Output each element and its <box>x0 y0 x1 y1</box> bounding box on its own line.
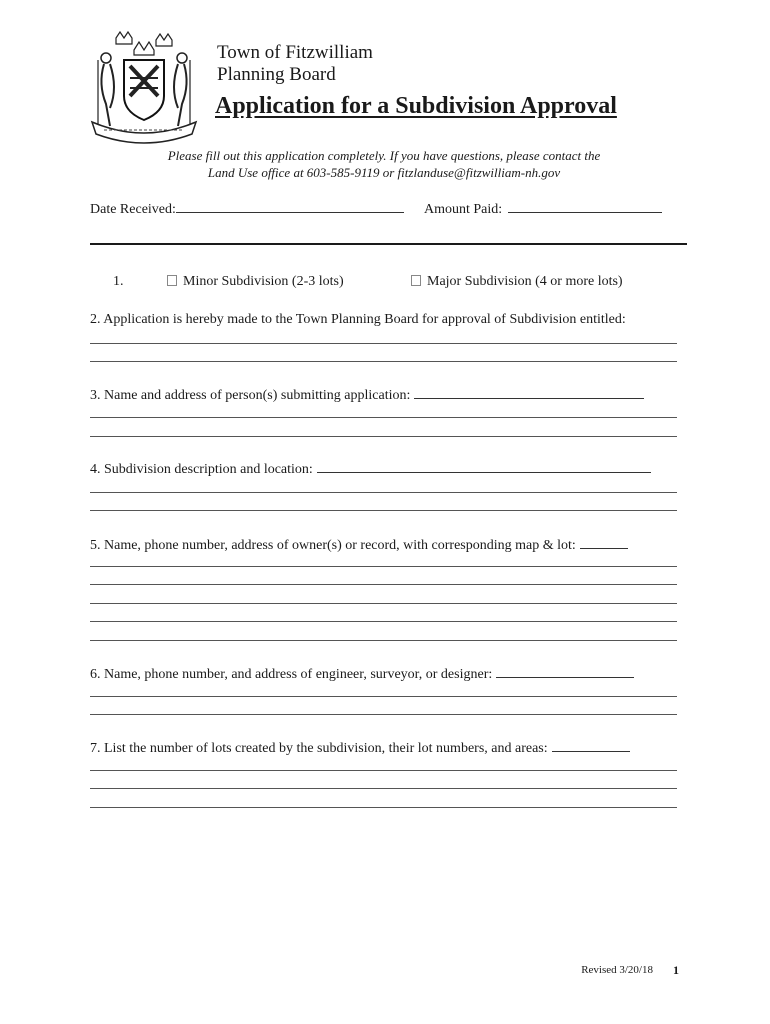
revision-date: Revised 3/20/18 <box>581 964 653 976</box>
q4-label: 4. Subdivision description and location: <box>90 462 313 477</box>
form-title: Application for a Subdivision Approval <box>215 93 617 119</box>
q3-label: 3. Name and address of person(s) submitting application: <box>90 388 411 403</box>
coat-of-arms-icon <box>90 30 198 148</box>
major-subdivision-label: Major Subdivision (4 or more lots) <box>427 274 623 289</box>
q4-answer-line[interactable] <box>90 510 677 511</box>
q4-answer-field[interactable] <box>317 459 651 473</box>
page-number: 1 <box>673 963 679 977</box>
q3-row <box>90 385 644 405</box>
minor-subdivision-checkbox[interactable] <box>167 275 177 286</box>
major-subdivision-checkbox[interactable] <box>411 275 421 286</box>
header-divider <box>90 243 687 245</box>
date-received-field[interactable] <box>176 199 404 213</box>
q6-row <box>90 664 634 684</box>
q2-label: 2. Application is hereby made to the Town Planning Board for approval of Subdivision entitled: <box>90 312 626 327</box>
q5-answer-line[interactable] <box>90 584 677 585</box>
town-name: Town of Fitzwilliam <box>217 42 373 63</box>
q6-answer-field[interactable] <box>496 664 634 678</box>
q5-answer-line[interactable] <box>90 640 677 641</box>
q6-answer-line[interactable] <box>90 696 677 697</box>
q5-answer-line[interactable] <box>90 566 677 567</box>
amount-paid-row <box>424 199 662 219</box>
q5-label: 5. Name, phone number, address of owner(s) or record, with corresponding map & lot: <box>90 538 576 553</box>
q1-minor-option[interactable] <box>167 273 344 291</box>
q2-answer-line[interactable] <box>90 343 677 344</box>
q6-answer-line[interactable] <box>90 714 677 715</box>
q7-answer-line[interactable] <box>90 770 677 771</box>
board-name: Planning Board <box>217 64 336 85</box>
intro-line-2: Land Use office at 603-585-9119 or fitzlanduse@fitzwilliam-nh.gov <box>207 165 561 180</box>
date-received-label: Date Received: <box>90 202 176 217</box>
q5-answer-line[interactable] <box>90 603 677 604</box>
q5-answer-line[interactable] <box>90 621 677 622</box>
q1-major-option[interactable] <box>411 273 623 291</box>
intro-line-1: Please fill out this application completely. If you have questions, please contact the <box>167 148 601 163</box>
q7-answer-line[interactable] <box>90 807 677 808</box>
q7-label: 7. List the number of lots created by the subdivision, their lot numbers, and areas: <box>90 741 548 756</box>
q2-answer-line[interactable] <box>90 361 677 362</box>
q3-answer-line[interactable] <box>90 436 677 437</box>
minor-subdivision-label: Minor Subdivision (2-3 lots) <box>183 274 344 289</box>
q6-label: 6. Name, phone number, and address of engineer, surveyor, or designer: <box>90 667 493 682</box>
amount-paid-label: Amount Paid: <box>424 202 503 217</box>
q3-answer-field[interactable] <box>414 385 644 399</box>
q7-row <box>90 738 630 758</box>
date-received-row <box>90 199 404 219</box>
town-seal-logo <box>90 30 198 148</box>
q3-answer-line[interactable] <box>90 417 677 418</box>
q7-answer-line[interactable] <box>90 788 677 789</box>
q5-row <box>90 535 628 555</box>
q4-row <box>90 459 651 479</box>
q7-answer-field[interactable] <box>552 738 630 752</box>
q1-number: 1. <box>113 274 124 289</box>
amount-paid-field[interactable] <box>508 199 662 213</box>
q4-answer-line[interactable] <box>90 492 677 493</box>
q5-answer-field[interactable] <box>580 535 628 549</box>
